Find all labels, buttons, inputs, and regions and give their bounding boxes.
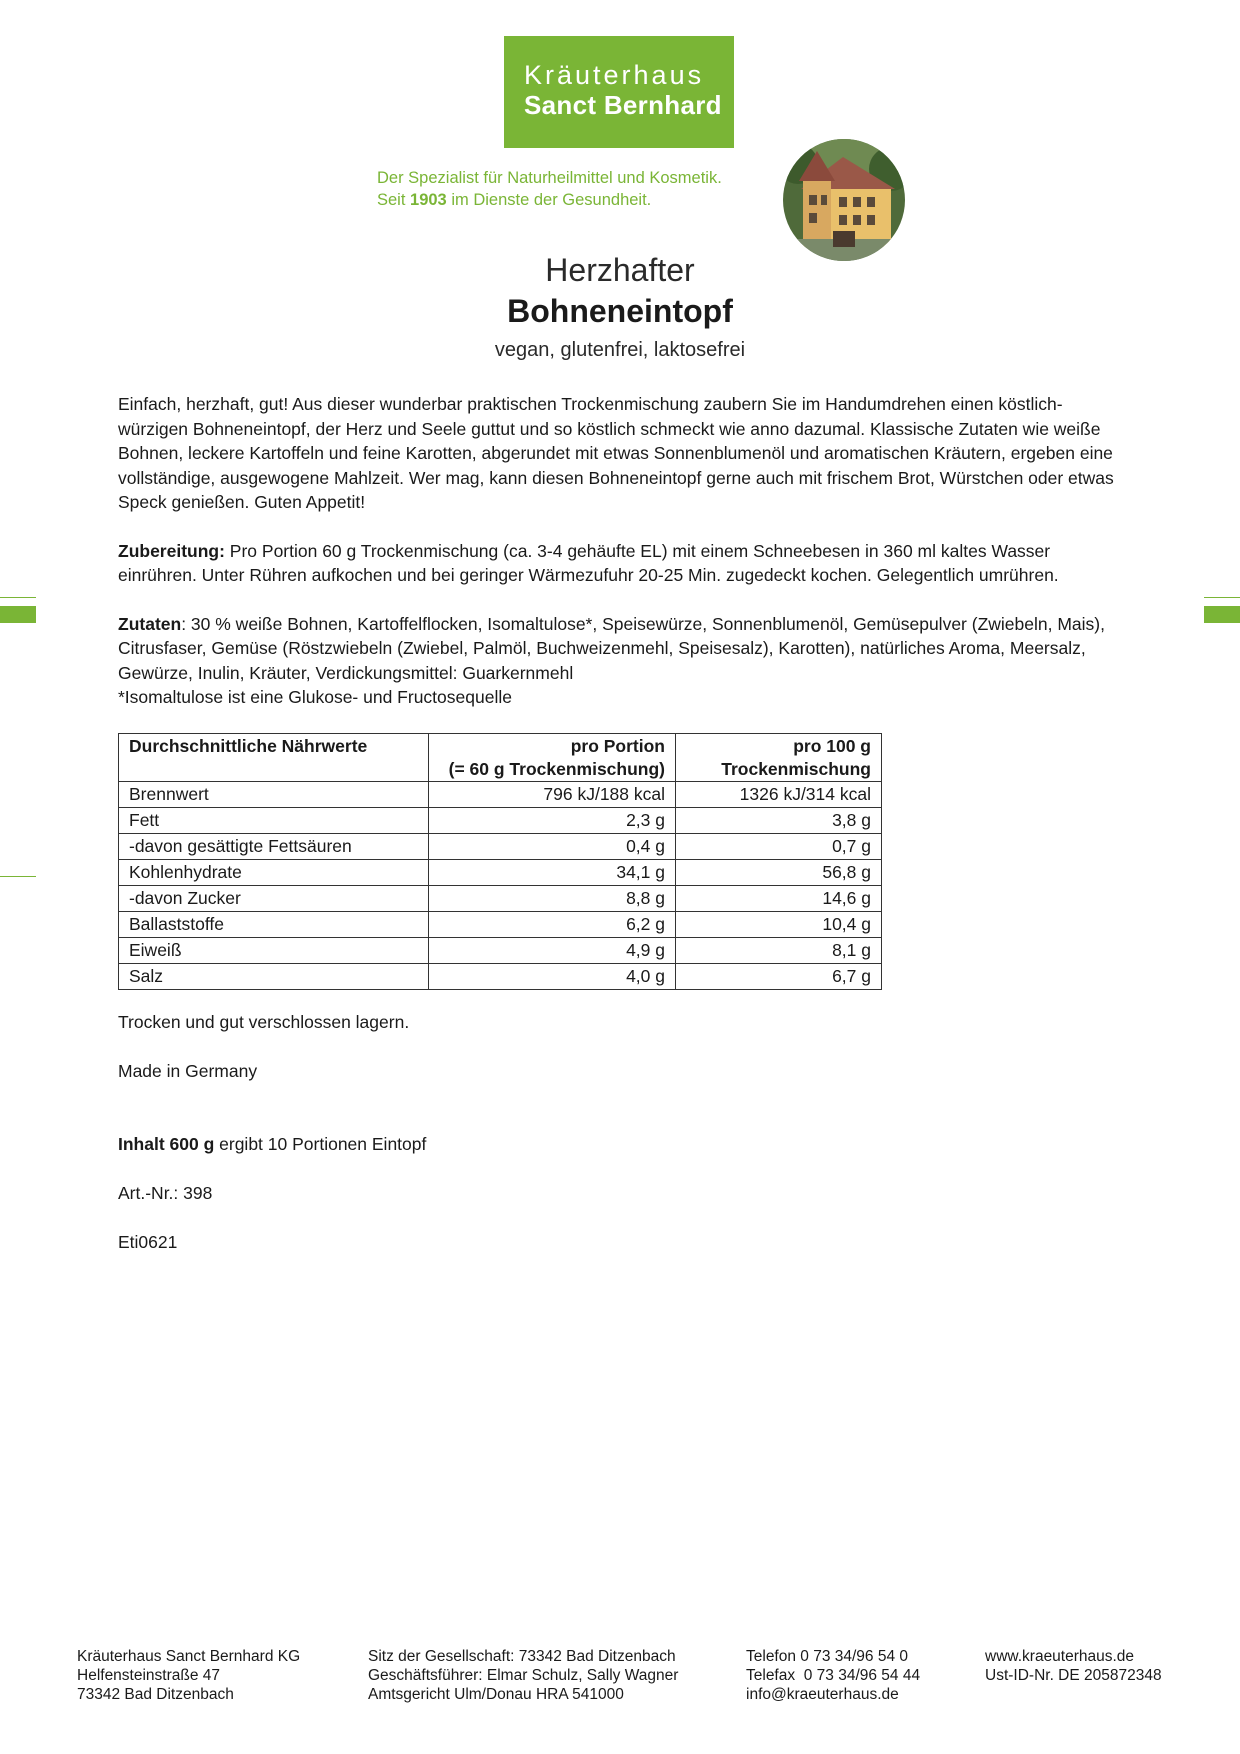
- table-row: [119, 964, 882, 990]
- nutrient-portion: 34,1 g: [429, 860, 676, 886]
- nutrient-name: Eiweiß: [119, 938, 429, 964]
- nutrient-per100: 3,8 g: [676, 808, 882, 834]
- building-photo: [783, 139, 905, 261]
- table-row: [119, 782, 882, 808]
- footer-phone: Telefon 0 73 34/96 54 0: [746, 1648, 909, 1665]
- table-row: [119, 886, 882, 912]
- footer-company-name: Kräuterhaus Sanct Bernhard KG: [77, 1648, 301, 1665]
- ingredients-label: Zutaten: [118, 613, 182, 634]
- nutrient-portion: 4,0 g: [429, 964, 676, 990]
- nutrient-per100: 0,7 g: [676, 834, 882, 860]
- nutrient-name: -davon gesättigte Fettsäuren: [119, 834, 429, 860]
- product-title-light: Herzhafter: [545, 252, 695, 288]
- nutrient-portion: 0,4 g: [429, 834, 676, 860]
- brand-tagline: [377, 167, 722, 211]
- nutrient-name: -davon Zucker: [119, 886, 429, 912]
- ingredients-note: *Isomaltulose ist eine Glukose- und Fructosequelle: [118, 687, 512, 707]
- fold-mark-right: [1204, 606, 1240, 623]
- footer-managers: Geschäftsführer: Elmar Schulz, Sally Wagner: [368, 1667, 679, 1684]
- preparation-text: Pro Portion 60 g Trockenmischung (ca. 3-4 gehäufte EL) mit einem Schneebesen in 360 ml kaltes Wasser einrühren. Unter Rühren aufkochen und bei geringer Wärmezufuhr 20-25 Min. zugedeckt kochen. Gelegentlich umrühren.: [118, 540, 1059, 585]
- footer-register: Amtsgericht Ulm/Donau HRA 541000: [368, 1686, 624, 1703]
- product-description: [118, 392, 1128, 710]
- nutrient-name: Brennwert: [119, 782, 429, 808]
- fold-mark-left-line: [0, 597, 36, 598]
- nutrient-per100: 1326 kJ/314 kcal: [676, 782, 882, 808]
- table-row: [119, 834, 882, 860]
- nutrient-portion: 6,2 g: [429, 912, 676, 938]
- footer-legal: [368, 1647, 678, 1704]
- preparation-paragraph: [118, 539, 1128, 588]
- ingredients-paragraph: [118, 612, 1128, 686]
- brand-logo: [504, 36, 734, 148]
- label-code: Eti0621: [118, 1232, 178, 1252]
- tagline-since: Seit: [377, 191, 411, 209]
- content-text: ergibt 10 Portionen Eintopf: [214, 1134, 427, 1154]
- nutrient-per100: 14,6 g: [676, 886, 882, 912]
- intro-text: Einfach, herzhaft, gut! Aus dieser wunderbar praktischen Trockenmischung zaubern Sie im Handumdrehen einen köstlich-würzigen Bohneneintopf, der Herz und Seele guttut und so köstlich schmeckt wie anno dazumal. Klassische Zutaten wie weiße Bohnen, leckere Kartoffeln und feine Karotten, abgerundet mit etwas Sonnenblumenöl und aromatischen Kräutern, ergeben eine vollständige, ausgewogene Mahlzeit. Wer mag, kann diesen Bohneneintopf gerne auch mit frischem Brot, Würstchen oder etwas Speck genießen. Guten Appetit!: [118, 394, 1114, 512]
- footer-contact: [746, 1647, 920, 1704]
- logo-line-1: Kräuterhaus: [524, 60, 705, 90]
- nutrition-header-row: [119, 734, 882, 782]
- nutrition-header-per100: pro 100 g Trockenmischung: [676, 734, 882, 782]
- logo-line-2: Sanct Bernhard: [524, 90, 722, 120]
- footer-vat-id: Ust-ID-Nr. DE 205872348: [985, 1667, 1162, 1684]
- content-note: [118, 1132, 426, 1156]
- storage-note: Trocken und gut verschlossen lagern.: [118, 1012, 410, 1032]
- origin-note: Made in Germany: [118, 1061, 258, 1081]
- tagline-line-2: [377, 189, 722, 211]
- table-row: [119, 808, 882, 834]
- fold-mark-left: [0, 606, 36, 623]
- nutrient-name: Salz: [119, 964, 429, 990]
- nutrient-name: Fett: [119, 808, 429, 834]
- fold-mark-left-lower: [0, 876, 36, 877]
- nutrient-per100: 56,8 g: [676, 860, 882, 886]
- ingredients-text: : 30 % weiße Bohnen, Kartoffelflocken, Isomaltulose*, Speisewürze, Sonnenblumenöl, Gemüsepulver (Zwiebeln, Mais), Citrusfaser, Gemüse (Röstzwiebeln (Zwiebel, Palmöl, Buchweizenmehl, Speisesalz), Karotten), natürliches Aroma, Meersalz, Gewürze, Inulin, Kräuter, Verdickungsmittel: Guarkernmehl: [118, 613, 1105, 683]
- fold-mark-right-line: [1204, 597, 1240, 598]
- footer-website-link[interactable]: www.kraeuterhaus.de: [985, 1648, 1135, 1665]
- footer-seat: Sitz der Gesellschaft: 73342 Bad Ditzenbach: [368, 1648, 676, 1665]
- table-row: [119, 938, 882, 964]
- nutrient-portion: 796 kJ/188 kcal: [429, 782, 676, 808]
- nutrient-per100: 10,4 g: [676, 912, 882, 938]
- tagline-year: 1903: [410, 191, 447, 209]
- footer-fax: Telefax 0 73 34/96 54 44: [746, 1667, 921, 1684]
- nutrition-header-portion: pro Portion (= 60 g Trockenmischung): [429, 734, 676, 782]
- nutrition-header-name: Durchschnittliche Nährwerte: [119, 734, 429, 782]
- product-subtitle: vegan, glutenfrei, laktosefrei: [494, 339, 746, 361]
- article-number: Art.-Nr.: 398: [118, 1183, 213, 1203]
- footer-web: [985, 1647, 1162, 1685]
- footer-email[interactable]: info@kraeuterhaus.de: [746, 1686, 899, 1703]
- footer-city: 73342 Bad Ditzenbach: [77, 1686, 234, 1703]
- table-row: [119, 912, 882, 938]
- nutrient-per100: 8,1 g: [676, 938, 882, 964]
- table-row: [119, 860, 882, 886]
- nutrient-name: Kohlenhydrate: [119, 860, 429, 886]
- nutrient-per100: 6,7 g: [676, 964, 882, 990]
- nutrition-table: [118, 733, 882, 990]
- product-title-bold: Bohneneintopf: [507, 293, 733, 329]
- preparation-label: Zubereitung:: [118, 540, 225, 561]
- footer-street: Helfensteinstraße 47: [77, 1667, 221, 1684]
- nutrient-name: Ballaststoffe: [119, 912, 429, 938]
- nutrient-portion: 2,3 g: [429, 808, 676, 834]
- nutrient-portion: 4,9 g: [429, 938, 676, 964]
- tagline-rest: im Dienste der Gesundheit.: [446, 191, 652, 209]
- content-label: Inhalt 600 g: [118, 1134, 215, 1154]
- nutrient-portion: 8,8 g: [429, 886, 676, 912]
- tagline-line-1: Der Spezialist für Naturheilmittel und Kosmetik.: [377, 169, 722, 187]
- footer-company: [77, 1647, 300, 1704]
